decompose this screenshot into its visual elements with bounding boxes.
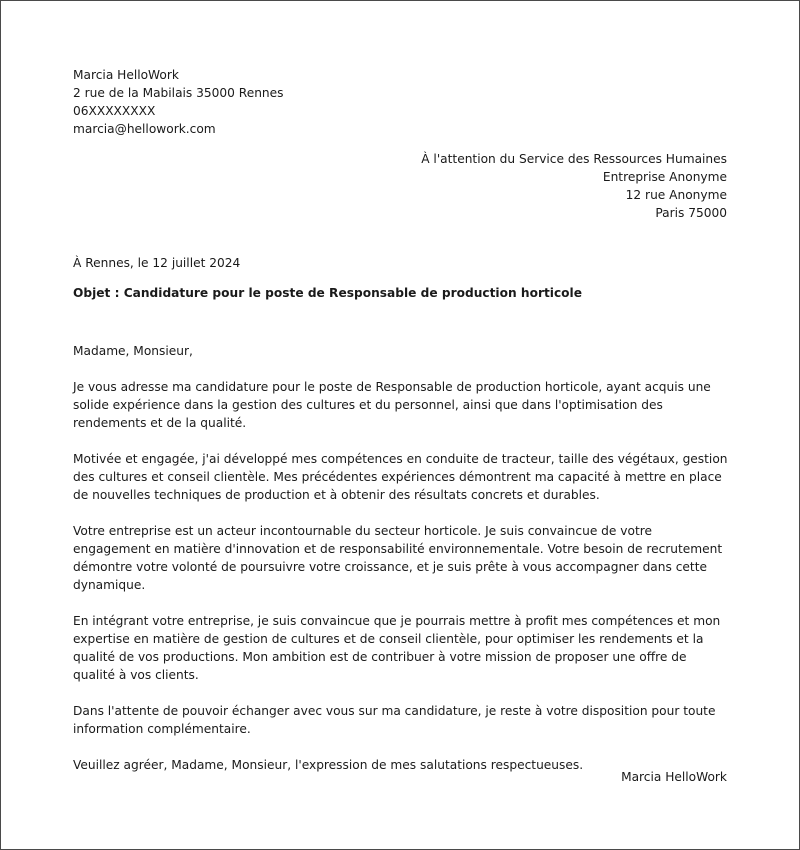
paragraph-5: Dans l'attente de pouvoir échanger avec vous sur ma candidature, je reste à votre disposition pour toute information complémentaire. [73, 704, 716, 736]
paragraph-3: Votre entreprise est un acteur incontournable du secteur horticole. Je suis convaincue de votre engagement en matière d'innovation et de responsabilité environnementale. Votre besoin de recrutement démontre votre volonté de poursuivre votre croissance, et je suis prête à vous accompagner dans cette dynamique. [73, 524, 723, 592]
recipient-city: Paris 75000 [655, 206, 727, 220]
letter-subject: Objet : Candidature pour le poste de Responsable de production horticole [73, 286, 582, 300]
letter-body [73, 342, 729, 792]
salutation: Madame, Monsieur, [73, 344, 193, 358]
sender-address: 2 rue de la Mabilais 35000 Rennes [73, 86, 284, 100]
recipient-street: 12 rue Anonyme [625, 188, 727, 202]
paragraph-1: Je vous adresse ma candidature pour le poste de Responsable de production horticole, ayant acquis une solide expérience dans la gestion des cultures et du personnel, ainsi que dans l'optimisation des rendements et de la qualité. [73, 380, 711, 430]
sender-block [73, 66, 473, 138]
recipient-company: Entreprise Anonyme [602, 170, 727, 184]
sender-email: marcia@hellowork.com [73, 122, 216, 136]
sender-phone: 06XXXXXXXX [73, 104, 156, 118]
paragraph-2: Motivée et engagée, j'ai développé mes compétences en conduite de tracteur, taille des végétaux, gestion des cultures et conseil clientèle. Mes précédentes expériences démontrent ma capacité à mettre en place de nouvelles techniques de production et à obtenir des résultats concrets et durables. [73, 452, 728, 502]
recipient-attention: À l'attention du Service des Ressources Humaines [421, 152, 727, 166]
recipient-block [307, 150, 727, 222]
paragraph-4: En intégrant votre entreprise, je suis convaincue que je pourrais mettre à profit mes compétences et mon expertise en matière de gestion de cultures et de conseil clientèle, pour optimiser les rendements et la qualité de vos productions. Mon ambition est de contribuer à votre mission de proposer une offre de qualité à vos clients. [73, 614, 721, 682]
letter-date: À Rennes, le 12 juillet 2024 [73, 256, 241, 270]
sender-name: Marcia HelloWork [73, 68, 179, 82]
signature: Marcia HelloWork [621, 770, 727, 784]
closing: Veuillez agréer, Madame, Monsieur, l'expression de mes salutations respectueuses. [73, 758, 584, 772]
